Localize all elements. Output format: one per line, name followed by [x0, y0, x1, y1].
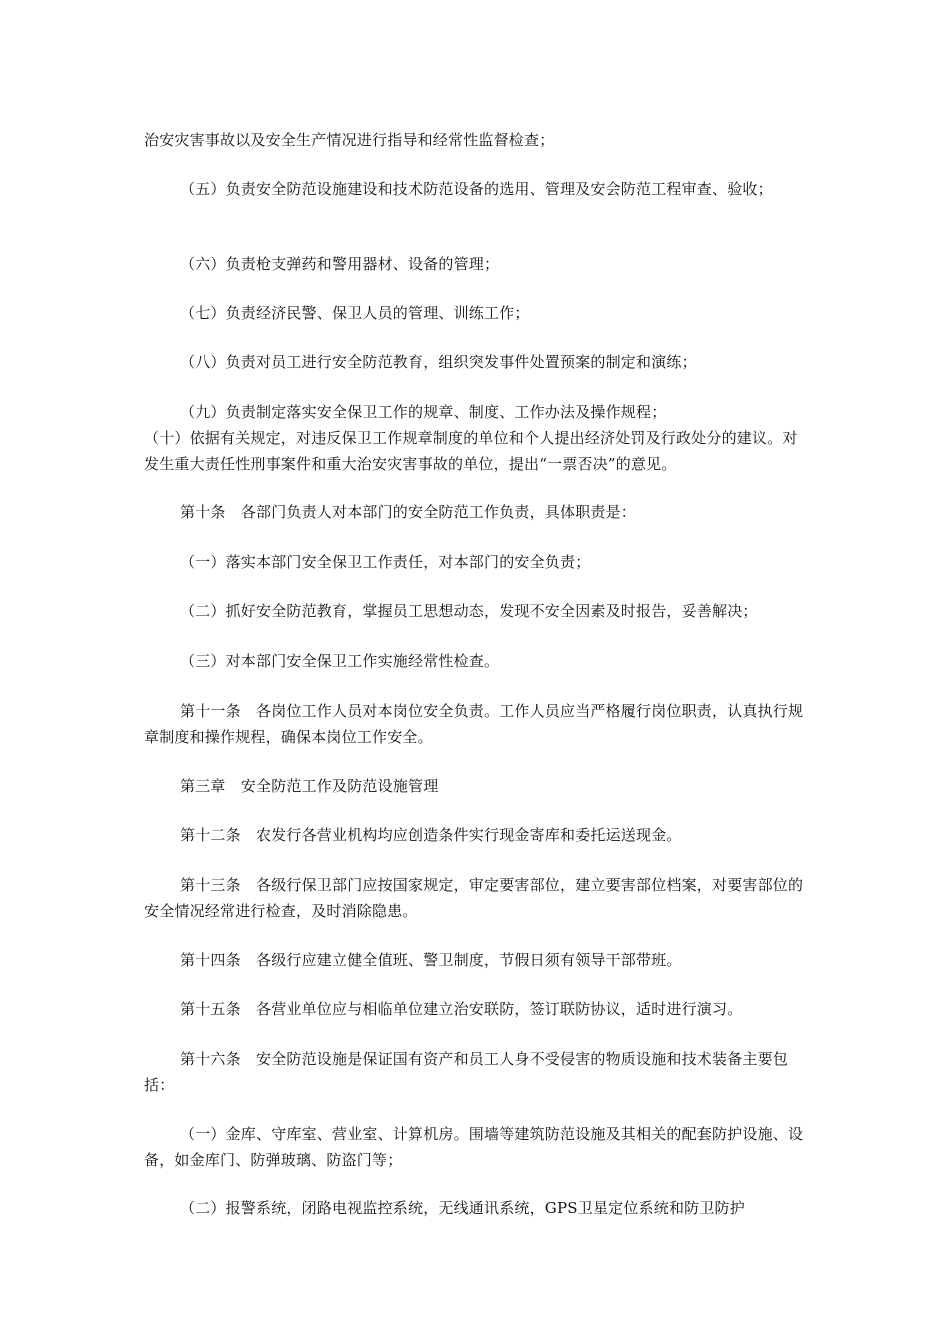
paragraph-2: （五）负责安全防范设施建设和技术防范设备的选用、管理及安会防范工程审查、验收； — [180, 180, 773, 198]
paragraph-11: （三）对本部门安全保卫工作实施经常性检查。 — [180, 652, 500, 670]
chapter-heading: 第三章 安全防范工作及防范设施管理 — [180, 777, 439, 795]
paragraph-3: （六）负责枪支弹药和警用器材、设备的管理； — [180, 255, 500, 273]
paragraph-1: 治安灾害事故以及安全生产情况进行指导和经常性监督检查； — [144, 131, 555, 149]
paragraph-19: （一）金库、守库室、营业室、计算机房。围墙等建筑防范设施及其相关的配套防护设施、设备，如金库门、防弹玻璃、防盗门等； — [144, 1125, 804, 1169]
paragraph-4: （七）负责经济民警、保卫人员的管理、训练工作； — [180, 304, 530, 322]
paragraph-8: 第十条 各部门负责人对本部门的安全防范工作负责，具体职责是： — [180, 503, 637, 521]
paragraph-16: 第十四条 各级行应建立健全值班、警卫制度，节假日须有领导干部带班。 — [180, 951, 682, 969]
paragraph-12: 第十一条 各岗位工作人员对本岗位安全负责。工作人员应当严格履行岗位职责，认真执行规章制度和操作规程，确保本岗位工作安全。 — [144, 702, 804, 746]
paragraph-5: （八）负责对员工进行安全防范教育，组织突发事件处置预案的制定和演练； — [180, 353, 697, 371]
paragraph-14: 第十二条 农发行各营业机构均应创造条件实行现金寄库和委托运送现金。 — [180, 826, 682, 844]
paragraph-6: （九）负责制定落实安全保卫工作的规章、制度、工作办法及操作规程； — [180, 403, 667, 421]
paragraph-20: （二）报警系统，闭路电视监控系统，无线通讯系统，GPS卫星定位系统和防卫防护 — [180, 1199, 745, 1217]
paragraph-18: 第十六条 安全防范设施是保证国有资产和员工人身不受侵害的物质设施和技术装备主要包括： — [144, 1050, 789, 1094]
paragraph-9: （一）落实本部门安全保卫工作责任，对本部门的安全负责； — [180, 553, 591, 571]
paragraph-10: （二）抓好安全防范教育，掌握员工思想动态，发现不安全因素及时报告，妥善解决； — [180, 602, 758, 620]
paragraph-17: 第十五条 各营业单位应与相临单位建立治安联防，签订联防协议，适时进行演习。 — [180, 1000, 743, 1018]
paragraph-15: 第十三条 各级行保卫部门应按国家规定，审定要害部位，建立要害部位档案，对要害部位的安全情况经常进行检查，及时消除隐患。 — [144, 876, 804, 920]
paragraph-7: （十）依据有关规定，对违反保卫工作规章制度的单位和个人提出经济处罚及行政处分的建议。对发生重大责任性刑事案件和重大治安灾害事故的单位，提出“一票否决”的意见。 — [144, 429, 798, 473]
